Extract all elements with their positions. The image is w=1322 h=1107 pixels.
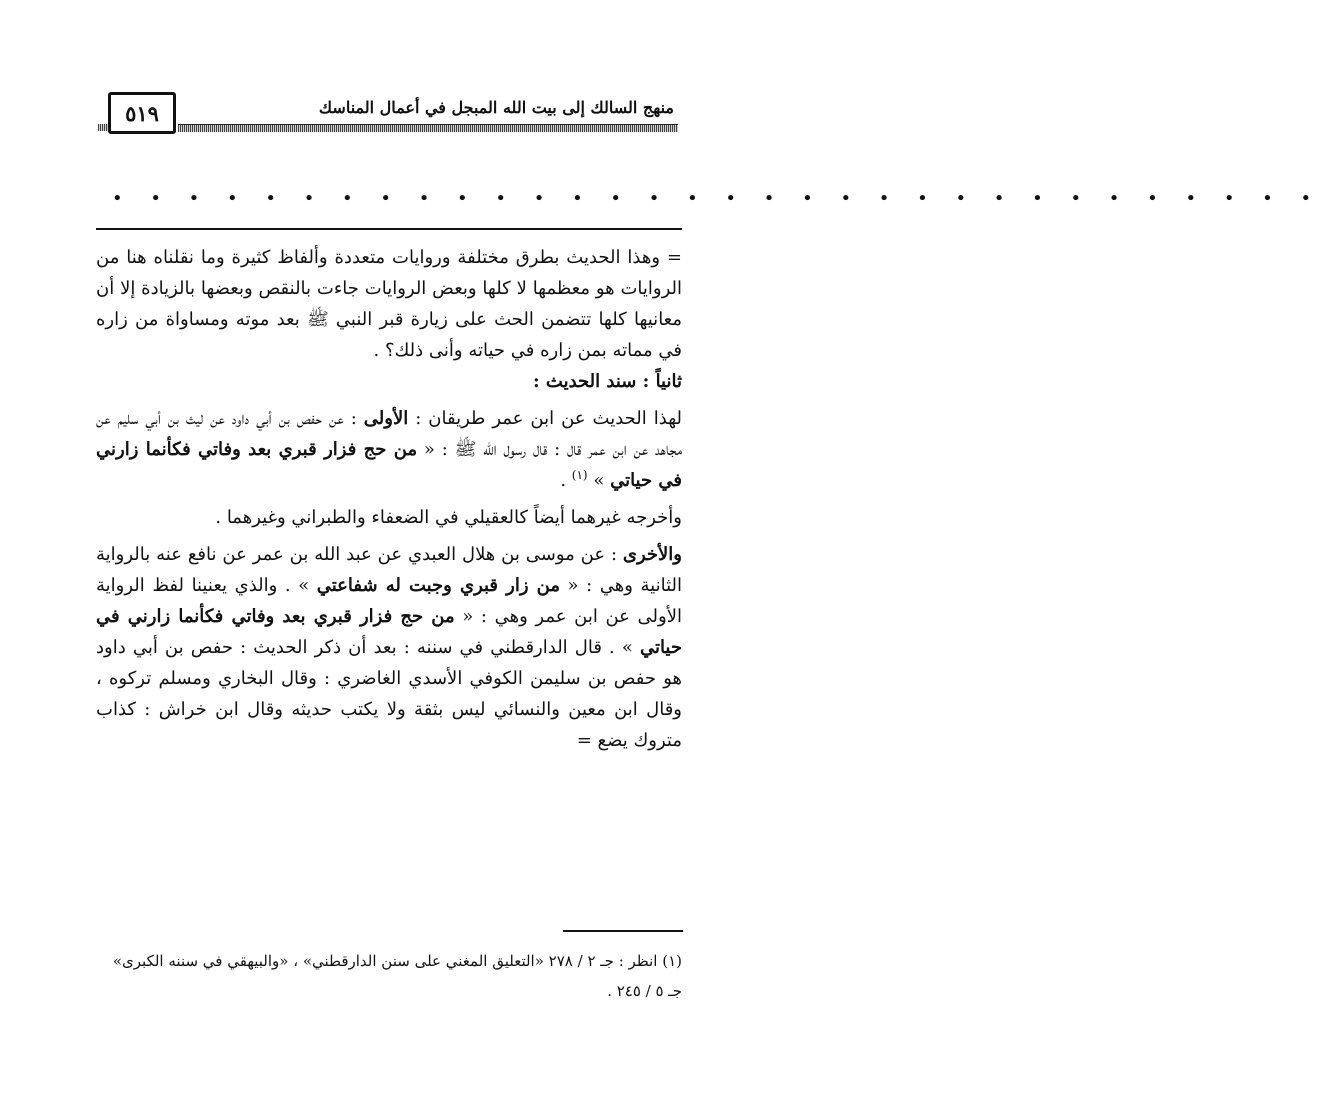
text-span: لهذا الحديث عن ابن عمر طريقان :: [408, 408, 682, 429]
footnote-ref[interactable]: (١): [571, 468, 588, 482]
footnote-text: (١) انظر : جـ ٢ / ٢٧٨ «التعليق المغني على سنن الدارقطني» ، «والبيهقي في سننه الكبرى» جـ ٥ / ٢٤٥ .: [112, 952, 682, 1000]
text-span: »: [587, 470, 611, 491]
paragraph-second-route: [96, 539, 682, 756]
dotted-separator: • • • • • • • • • • • • • • • • • • • • • • • • • • • • • • • •: [112, 188, 1322, 209]
running-header: [98, 92, 678, 142]
route-label-second: والأخرى: [622, 544, 682, 565]
footnote: [96, 946, 682, 1006]
hadith-quote: من حج فزار قبري بعد وفاتي فكأنما زارني في حياتي: [96, 606, 682, 658]
hadith-quote: من زار قبري وجبت له شفاعتي: [316, 575, 560, 596]
footnote-rule: [563, 930, 683, 932]
paragraph-intro: = وهذا الحديث بطرق مختلفة وروايات متعددة وألفاظ كثيرة وما نقلناه هنا من الروايات هو معظمها لا كلها وبعض الروايات جاءت بالنقص وبعضها بالزيادة إلا أن معانيها كلها تتضمن الحث على زيارة قبر النبي ﷺ بعد موته ومساواة من زاره في مماته بمن زاره في حياته وأنى ذلك؟ .: [96, 247, 682, 361]
text-span: » . والذي يعنينا لفظ الرواية الأولى عن ابن عمر وهي : «: [96, 575, 682, 627]
text-span: : عن موسى بن هلال العبدي عن عبد الله بن عمر عن نافع عنه بالرواية الثانية وهي : «: [96, 544, 682, 596]
text-span: .: [560, 470, 572, 491]
page-number: ٥١٩: [108, 92, 176, 134]
hadith-quote: من حج فزار قبري بعد وفاتي فكأنما زارني في حياتي: [96, 439, 682, 491]
main-text: [96, 242, 682, 756]
header-rule: [178, 124, 678, 132]
paragraph-first-route: [96, 403, 682, 496]
text-span: : عن حفص بن أبي داود عن ليث بن أبي سليم عن مجاهد عن ابن عمر قال : قال رسول الله ﷺ : «: [96, 408, 682, 460]
paragraph-others: وأخرجه غيرهما أيضاً كالعقيلي في الضعفاء والطبراني وغيرهما .: [215, 507, 682, 528]
top-rule: [96, 228, 682, 230]
book-title: منهج السالك إلى بيت الله المبجل في أعمال المناسك: [318, 98, 674, 117]
text-span: » . قال الدارقطني في سننه : بعد أن ذكر الحديث : حفص بن أبي داود هو حفص بن سليمن الكوفي الأسدي الغاضري : وقال البخاري ومسلم تركوه ، وقال ابن معين والنسائي ليس بثقة ولا يكتب حديثه وقال ابن خراش : كذاب متروك يضع =: [96, 637, 682, 751]
route-label-first: الأولى: [363, 408, 409, 429]
section-heading: ثانياً : سند الحديث :: [533, 371, 682, 392]
